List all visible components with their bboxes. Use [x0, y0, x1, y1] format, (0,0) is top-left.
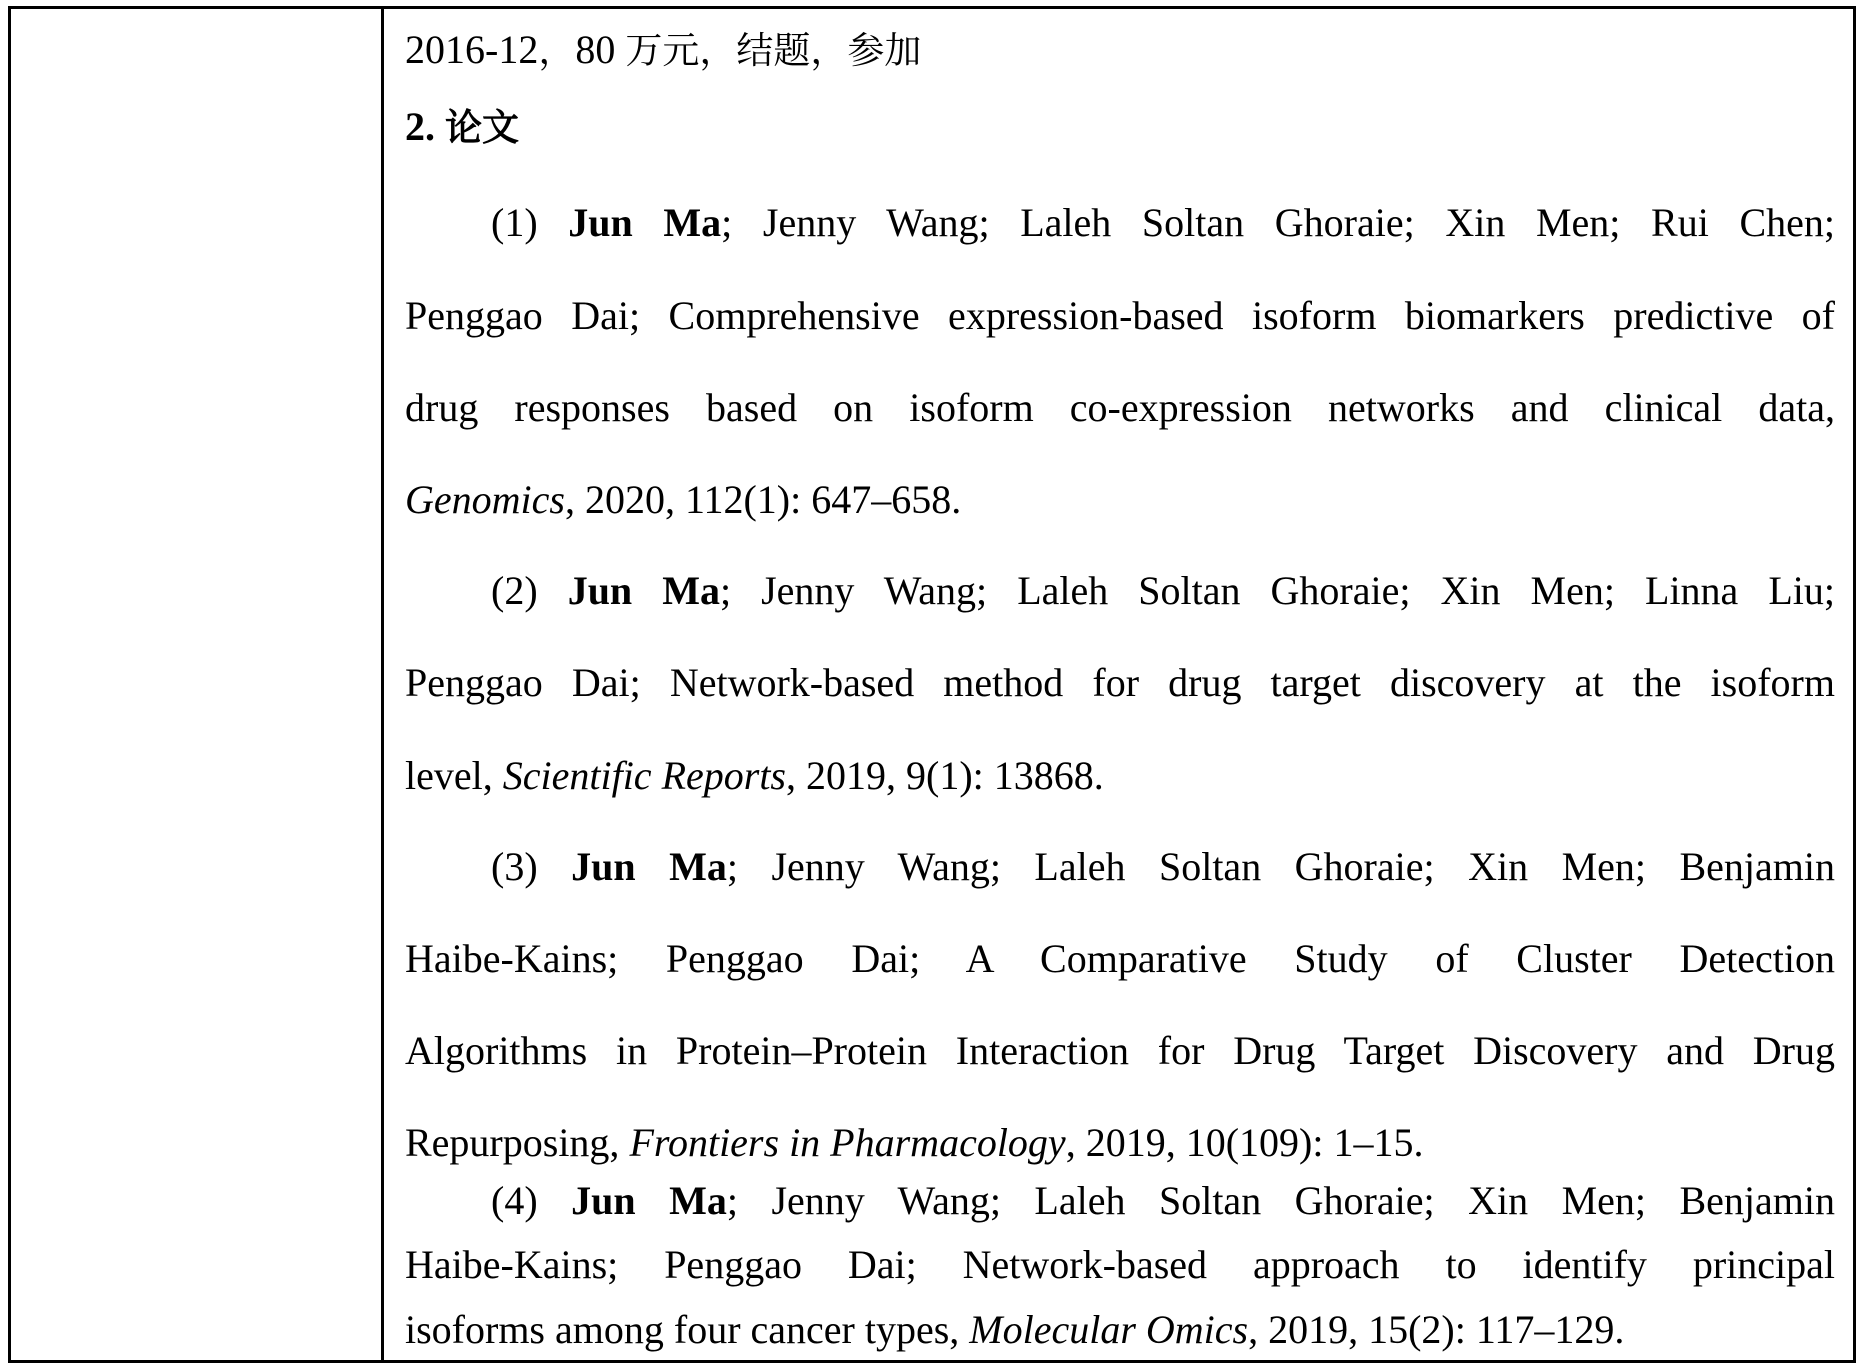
paper-2-line-3 [405, 752, 1835, 800]
project-status: 万元，结题，参加 [625, 29, 922, 72]
paper-author-highlight: Jun Ma [571, 844, 727, 889]
paper-journal: Molecular Omics [969, 1307, 1249, 1352]
paper-authors: ; Jenny Wang; Laleh Soltan Ghoraie; Xin Men; Benjamin [726, 844, 1836, 889]
project-separator: ， [538, 29, 576, 72]
paper-citation: , 2019, 10(109): 1–15. [1065, 1120, 1424, 1165]
table-border-right [1853, 6, 1856, 1363]
paper-authors: ; Jenny Wang; Laleh Soltan Ghoraie; Xin Men; Rui Chen; [721, 200, 1836, 245]
paper-1-line-1 [491, 199, 1835, 247]
paper-1-line-2: Penggao Dai; Comprehensive expression-based isoform biomarkers predictive of [405, 293, 1835, 338]
paper-4-line-1 [491, 1177, 1835, 1225]
project-date: 2016-12 [405, 27, 539, 72]
paper-1-line-4 [405, 476, 1835, 524]
paper-authors: ; Jenny Wang; Laleh Soltan Ghoraie; Xin Men; Linna Liu; [719, 568, 1836, 613]
paper-journal: Frontiers in Pharmacology [629, 1120, 1066, 1165]
project-tail-line [405, 26, 1835, 74]
paper-citation-prefix: Repurposing, [405, 1120, 630, 1165]
paper-citation-prefix: level, [405, 753, 503, 798]
table-border-left [8, 6, 11, 1363]
paper-number: (4) [491, 1178, 572, 1223]
paper-citation-prefix: isoforms among four cancer types, [405, 1307, 970, 1352]
section-number: 2. [405, 104, 445, 149]
paper-3-line-1 [491, 843, 1835, 891]
paper-author-highlight: Jun Ma [567, 568, 720, 613]
section-title: 论文 [445, 106, 519, 149]
paper-citation: , 2019, 15(2): 117–129. [1248, 1307, 1625, 1352]
paper-number: (1) [491, 200, 569, 245]
project-amount: 80 [575, 27, 626, 72]
paper-3-line-4 [405, 1119, 1835, 1167]
paper-3-line-3: Algorithms in Protein–Protein Interaction for Drug Target Discovery and Drug [405, 1028, 1835, 1073]
section-heading [405, 103, 1835, 151]
paper-2-line-1 [491, 567, 1835, 615]
paper-citation: , 2019, 9(1): 13868. [786, 753, 1104, 798]
table-column-divider [381, 6, 384, 1363]
paper-authors: ; Jenny Wang; Laleh Soltan Ghoraie; Xin Men; Benjamin [726, 1178, 1836, 1223]
paper-journal: Genomics [405, 477, 565, 522]
paper-journal: Scientific Reports [502, 753, 786, 798]
paper-number: (2) [491, 568, 568, 613]
paper-3-line-2: Haibe-Kains; Penggao Dai; A Comparative Study of Cluster Detection [405, 936, 1835, 981]
paper-1-line-3: drug responses based on isoform co-expression networks and clinical data, [405, 385, 1835, 430]
table-border-bottom [8, 1360, 1856, 1363]
paper-author-highlight: Jun Ma [571, 1178, 727, 1223]
paper-2-line-2: Penggao Dai; Network-based method for drug target discovery at the isoform [405, 660, 1835, 705]
paper-author-highlight: Jun Ma [568, 200, 722, 245]
paper-4-line-3 [405, 1306, 1835, 1354]
table-border-top [8, 6, 1856, 9]
paper-number: (3) [491, 844, 572, 889]
paper-citation: , 2020, 112(1): 647–658. [564, 477, 962, 522]
paper-4-line-2: Haibe-Kains; Penggao Dai; Network-based approach to identify principal [405, 1242, 1835, 1287]
